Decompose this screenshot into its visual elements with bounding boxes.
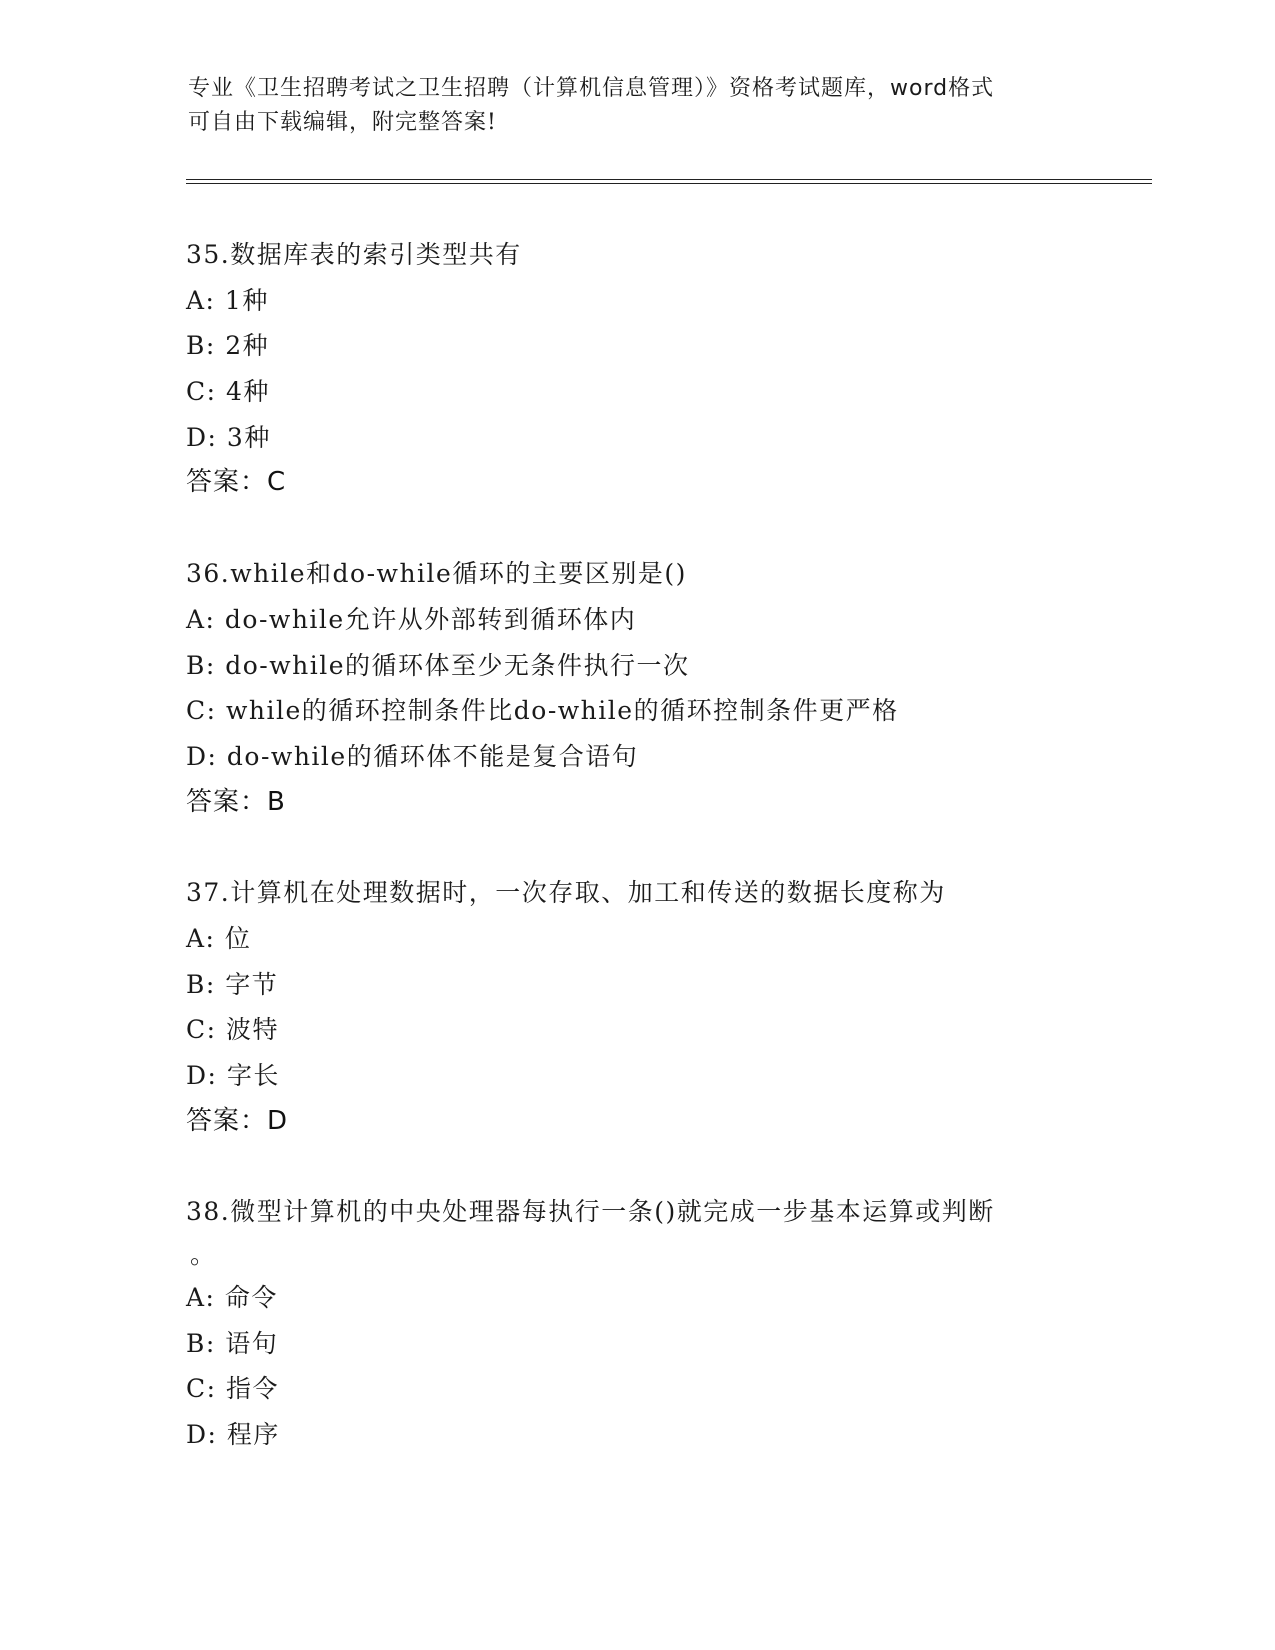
option-a: A: do-while允许从外部转到循环体内 [186, 604, 637, 634]
option-b: B: do-while的循环体至少无条件执行一次 [186, 650, 690, 680]
document-header [188, 72, 1088, 140]
header-divider [186, 179, 1152, 184]
header-text-1b: word [890, 76, 949, 101]
header-text-1a: 专业《卫生招聘考试之卫生招聘（计算机信息管理）》资格考试题库， [188, 76, 891, 101]
question-stem: 38.微型计算机的中央处理器每执行一条()就完成一步基本运算或判断 [186, 1197, 995, 1227]
option-d: D: 3种 [186, 422, 271, 452]
option-b: B: 语句 [186, 1328, 279, 1358]
option-b: B: 字节 [186, 969, 279, 999]
question-37 [186, 870, 1136, 1144]
answer-label: 答案：C [186, 467, 287, 498]
header-text-1c: 格式 [948, 76, 995, 101]
answer-label: 答案：D [186, 1105, 289, 1136]
option-c: C: 4种 [186, 377, 270, 407]
header-line-2: 可自由下载编辑，附完整答案! [188, 110, 497, 135]
option-b: B: 2种 [186, 331, 270, 361]
question-stem: 37.计算机在处理数据时，一次存取、加工和传送的数据长度称为 [186, 878, 946, 908]
option-c: C: while的循环控制条件比do-while的循环控制条件更严格 [186, 696, 899, 726]
option-d: D: 字长 [186, 1061, 280, 1090]
header-line-1 [188, 72, 1088, 106]
question-35 [186, 232, 1136, 506]
question-stem-continuation: 。 [190, 1240, 217, 1270]
option-a: A: 位 [186, 923, 252, 953]
spacer [186, 1144, 1136, 1189]
question-list [186, 232, 1136, 1458]
question-36 [186, 551, 1136, 825]
option-d: D: 程序 [186, 1420, 280, 1450]
option-a: A: 1种 [186, 285, 269, 315]
option-c: C: 指令 [186, 1374, 279, 1404]
spacer [186, 825, 1136, 870]
option-c: C: 波特 [186, 1015, 279, 1045]
spacer [186, 506, 1136, 551]
question-38 [186, 1189, 1136, 1457]
answer-label: 答案：B [186, 786, 286, 817]
option-d: D: do-while的循环体不能是复合语句 [186, 741, 639, 771]
question-stem: 35.数据库表的索引类型共有 [186, 240, 522, 269]
question-stem: 36.while和do-while循环的主要区别是() [186, 559, 687, 589]
option-a: A: 命令 [186, 1283, 278, 1313]
